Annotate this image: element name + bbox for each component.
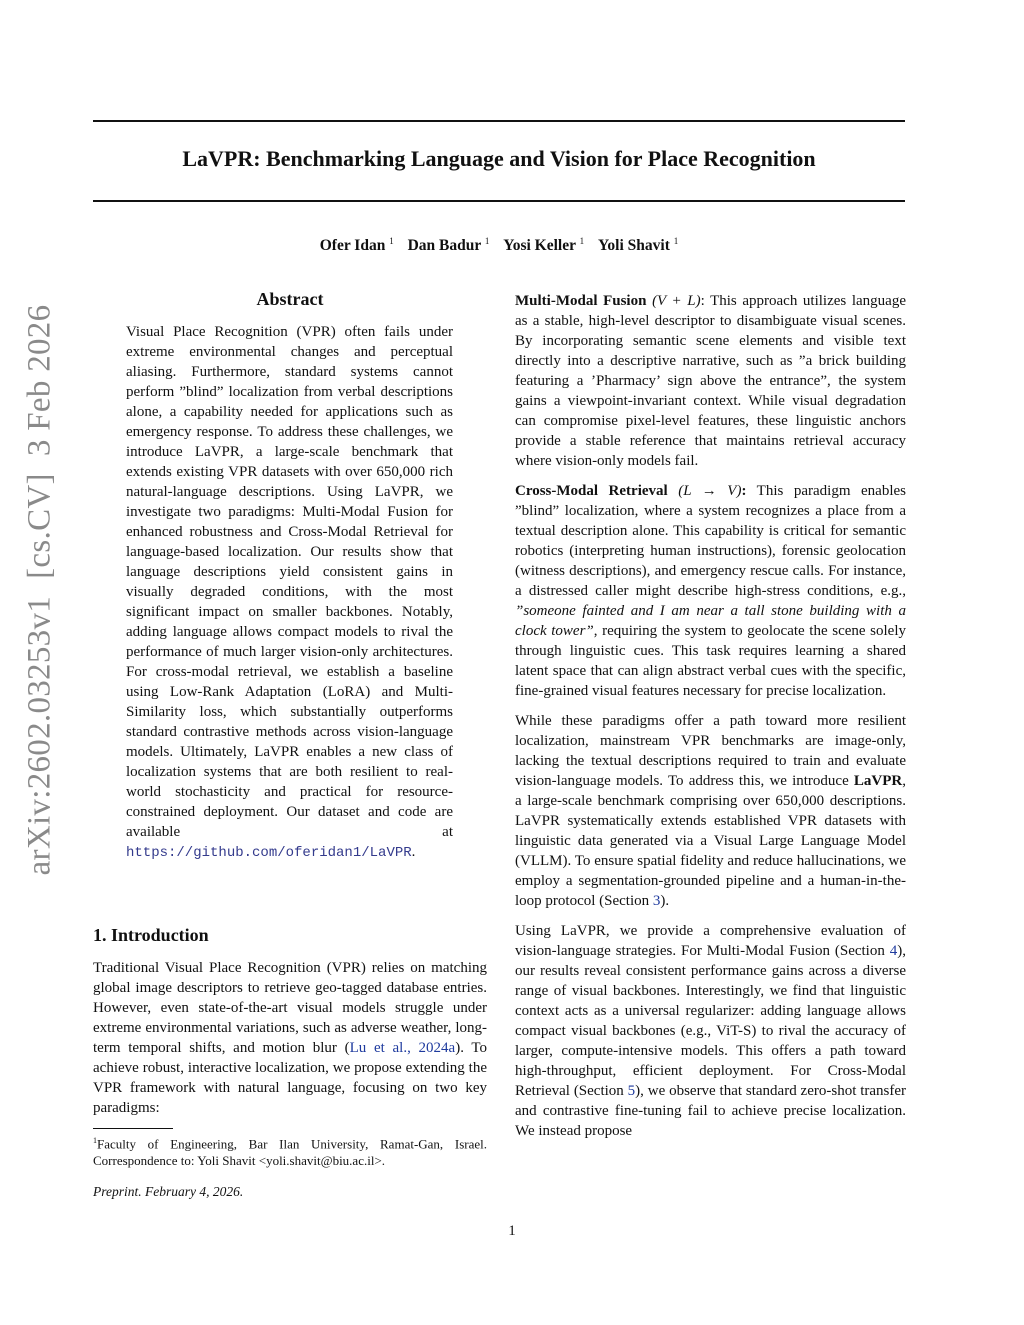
paper-title: LaVPR: Benchmarking Language and Vision for Place Recognition (182, 146, 816, 171)
section-ref-link[interactable]: 5 (627, 1083, 636, 1099)
author: Dan Badur $^1$ (407, 236, 490, 255)
title-top-rule (93, 120, 905, 122)
section-heading-introduction: 1. Introduction (93, 925, 209, 945)
paragraph-multimodal-fusion: Multi-Modal Fusion (V + L): This approach utilizes language as a stable, high-level descriptor to disambiguate visual scenes. By incorporating semantic scene elements and visible text directly into a descriptive narrative, such as ”a brick building featuring a ’Pharmacy’ sign above the entrance”, the system gains a viewpoint-invariant context. While visual degradation can compromise pixel-level features, these linguistic anchors provide a stable reference that maintains retrieval accuracy where vision-only models fail. (515, 293, 906, 469)
paragraph-crossmodal-retrieval: Cross-Modal Retrieval (L → V): This paradigm enables ”blind” localization, where a system recognizes a place from a textual description alone. This capability is critical for semantic robotics (interpreting human instructions), forensic geolocation (witness descriptions), and emergency rescue calls. For instance, a distressed caller might describe high-stress conditions, e.g., ”someone fainted and I am near a tall stone building with a clock tower”, requiring the system to geolocate the scene solely through linguistic cues. This task requires learning a shared latent space that can align abstract verbal cues with the specific, fine-grained visual features necessary for precise localization. (515, 483, 906, 699)
arxiv-stamp (10, 230, 70, 950)
author: Yoli Shavit $^1$ (597, 236, 679, 255)
preprint-note: Preprint. February 4, 2026. (93, 1184, 244, 1199)
paragraph-evaluation: Using LaVPR, we provide a comprehensive evaluation of vision-language strategies. For Multi-Modal Fusion (Section 4), our results reveal consistent performance gains across a diverse range of visual backbones. Interestingly, we find that linguistic context acts as a universal regularizer: adding language allows compact visual backbones (e.g., ViT-S) to rival the accuracy of larger, compute-intensive models. This offers a path toward high-throughput, efficient deployment. For Cross-Modal Retrieval (Section 5), we observe that standard zero-shot transfer and contrastive fine-tuning fail to achieve precise localization. We instead propose (515, 923, 907, 1139)
abstract-body: Visual Place Recognition (VPR) often fails under extreme environmental changes and perceptual aliasing. Furthermore, standard systems cannot perform ”blind” localization from verbal descriptions alone, a capability needed for applications such as emergency response. To address these challenges, we introduce LaVPR, a large-scale benchmark that extends existing VPR datasets with over 650,000 rich natural-language descriptions. Using LaVPR, we investigate two paradigms: Multi-Modal Fusion for enhanced robustness and Cross-Modal Retrieval for language-based localization. Our results show that language descriptions yield consistent gains in visually degraded conditions, with the most significant impact on smaller backbones. Notably, adding language allows compact models to rival the performance of much larger vision-only architectures. For cross-modal retrieval, we establish a baseline using Low-Rank Adaptation (LoRA) and Multi-Similarity loss, which substantially outperforms standard contrastive methods across vision-language models. Ultimately, LaVPR enables a new class of localization systems that are both resilient to real-world stochasticity and practical for resource-constrained deployment. Our dataset and code are available at https://github.com/oferidan1/LaVPR. (126, 324, 453, 861)
author: Ofer Idan $^1$ (319, 236, 394, 255)
intro-paragraph: Traditional Visual Place Recognition (VPR) relies on matching global image descriptors to retrieve geo-tagged database entries. However, even state-of-the-art visual models struggle under extreme environmental variations, such as adverse weather, long-term temporal shifts, and motion blur (Lu et al., 2024a). To achieve robust, interactive localization, we propose extending the VPR framework with natural language, focusing on two key paradigms: (93, 960, 487, 1116)
arxiv-stamp-text: arXiv:2602.03253v1 [cs.CV] 3 Feb 2026 (21, 304, 58, 876)
abstract-heading: Abstract (256, 289, 324, 309)
code-link[interactable]: https://github.com/oferidan1/LaVPR (126, 845, 412, 861)
footnote-rule (93, 1128, 173, 1129)
page-number: 1 (508, 1223, 516, 1239)
author: Yosi Keller $^1$ (503, 236, 585, 255)
title-bottom-rule (93, 200, 905, 202)
author-list (93, 236, 905, 255)
section-ref-link[interactable]: 3 (652, 893, 661, 909)
citation-link[interactable]: Lu et al., 2024a (349, 1040, 456, 1056)
footnote: $^1$Faculty of Engineering, Bar Ilan University, Ramat-Gan, Israel. Correspondence to: Yoli Shavit <yoli.shavit@biu.ac.il>. (93, 1136, 487, 1169)
section-ref-link[interactable]: 4 (889, 943, 898, 959)
paragraph-benchmark: While these paradigms offer a path toward more resilient localization, mainstream VPR benchmarks are image-only, lacking the textual descriptions required to train and evaluate vision-language models. To address this, we introduce LaVPR, a large-scale benchmark comprising over 650,000 descriptions. LaVPR systematically extends established VPR datasets with linguistic data generated via a Visual Large Language Model (VLLM). To ensure spatial fidelity and reduce hallucinations, we employ a segmentation-grounded pipeline and a human-in-the-loop protocol (Section 3). (515, 713, 906, 909)
right-column (515, 291, 906, 1151)
